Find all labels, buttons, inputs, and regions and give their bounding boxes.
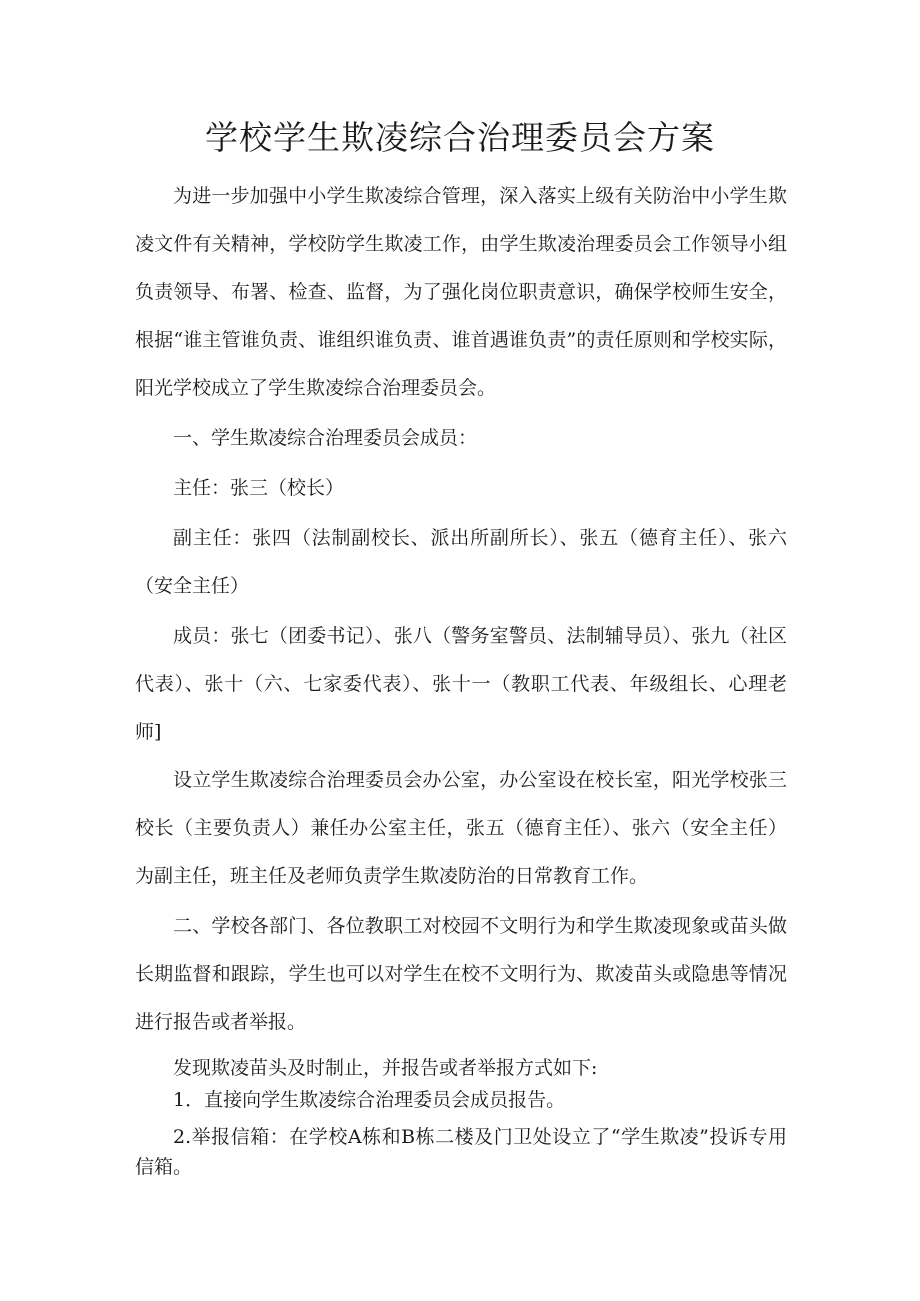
paragraph-office: 设立学生欺凌综合治理委员会办公室，办公室设在校长室，阳光学校张三校长（主要负责人）兼任办公室主任，张五（德育主任）、张六（安全主任）为副主任，班主任及老师负责学生欺凌防治的日常教育工作。 [135, 769, 787, 887]
paragraph-method-one: 1．直接向学生欺凌综合治理委员会成员报告。 [173, 1089, 566, 1111]
paragraph-section-two: 二、学校各部门、各位教职工对校园不文明行为和学生欺凌现象或苗头做长期监督和跟踪，学生也可以对学生在校不文明行为、欺凌苗头或隐患等情况进行报告或者举报。 [135, 915, 787, 1033]
paragraph-members: 成员：张七（团委书记）、张八（警务室警员、法制辅导员）、张九（社区代表）、张十（六、七家委代表）、张十一（教职工代表、年级组长、心理老师] [135, 625, 787, 743]
paragraph-deputy-directors: 副主任：张四（法制副校长、派出所副所长）、张五（德育主任）、张六（安全主任） [135, 527, 787, 597]
paragraph-director: 主任：张三（校长） [173, 477, 345, 499]
paragraph-section-one-heading: 一、学生欺凌综合治理委员会成员： [173, 427, 478, 449]
paragraph-report-methods: 发现欺凌苗头及时制止，并报告或者举报方式如下: [173, 1057, 598, 1079]
document-title: 学校学生欺凌综合治理委员会方案 [205, 118, 715, 157]
document-body [135, 172, 787, 1182]
paragraph-method-two: 2.举报信箱：在学校A栋和B栋二楼及门卫处设立了“学生欺凌”投诉专用信箱。 [135, 1126, 787, 1178]
paragraph-intro: 为进一步加强中小学生欺凌综合管理，深入落实上级有关防治中小学生欺凌文件有关精神，学校防学生欺凌工作，由学生欺凌治理委员会工作领导小组负责领导、布署、检查、监督，为了强化岗位职责意识，确保学校师生安全，根据“谁主管谁负责、谁组织谁负责、谁首遇谁负责”的责任原则和学校实际，阳光学校成立了学生欺凌综合治理委员会。 [135, 185, 787, 399]
